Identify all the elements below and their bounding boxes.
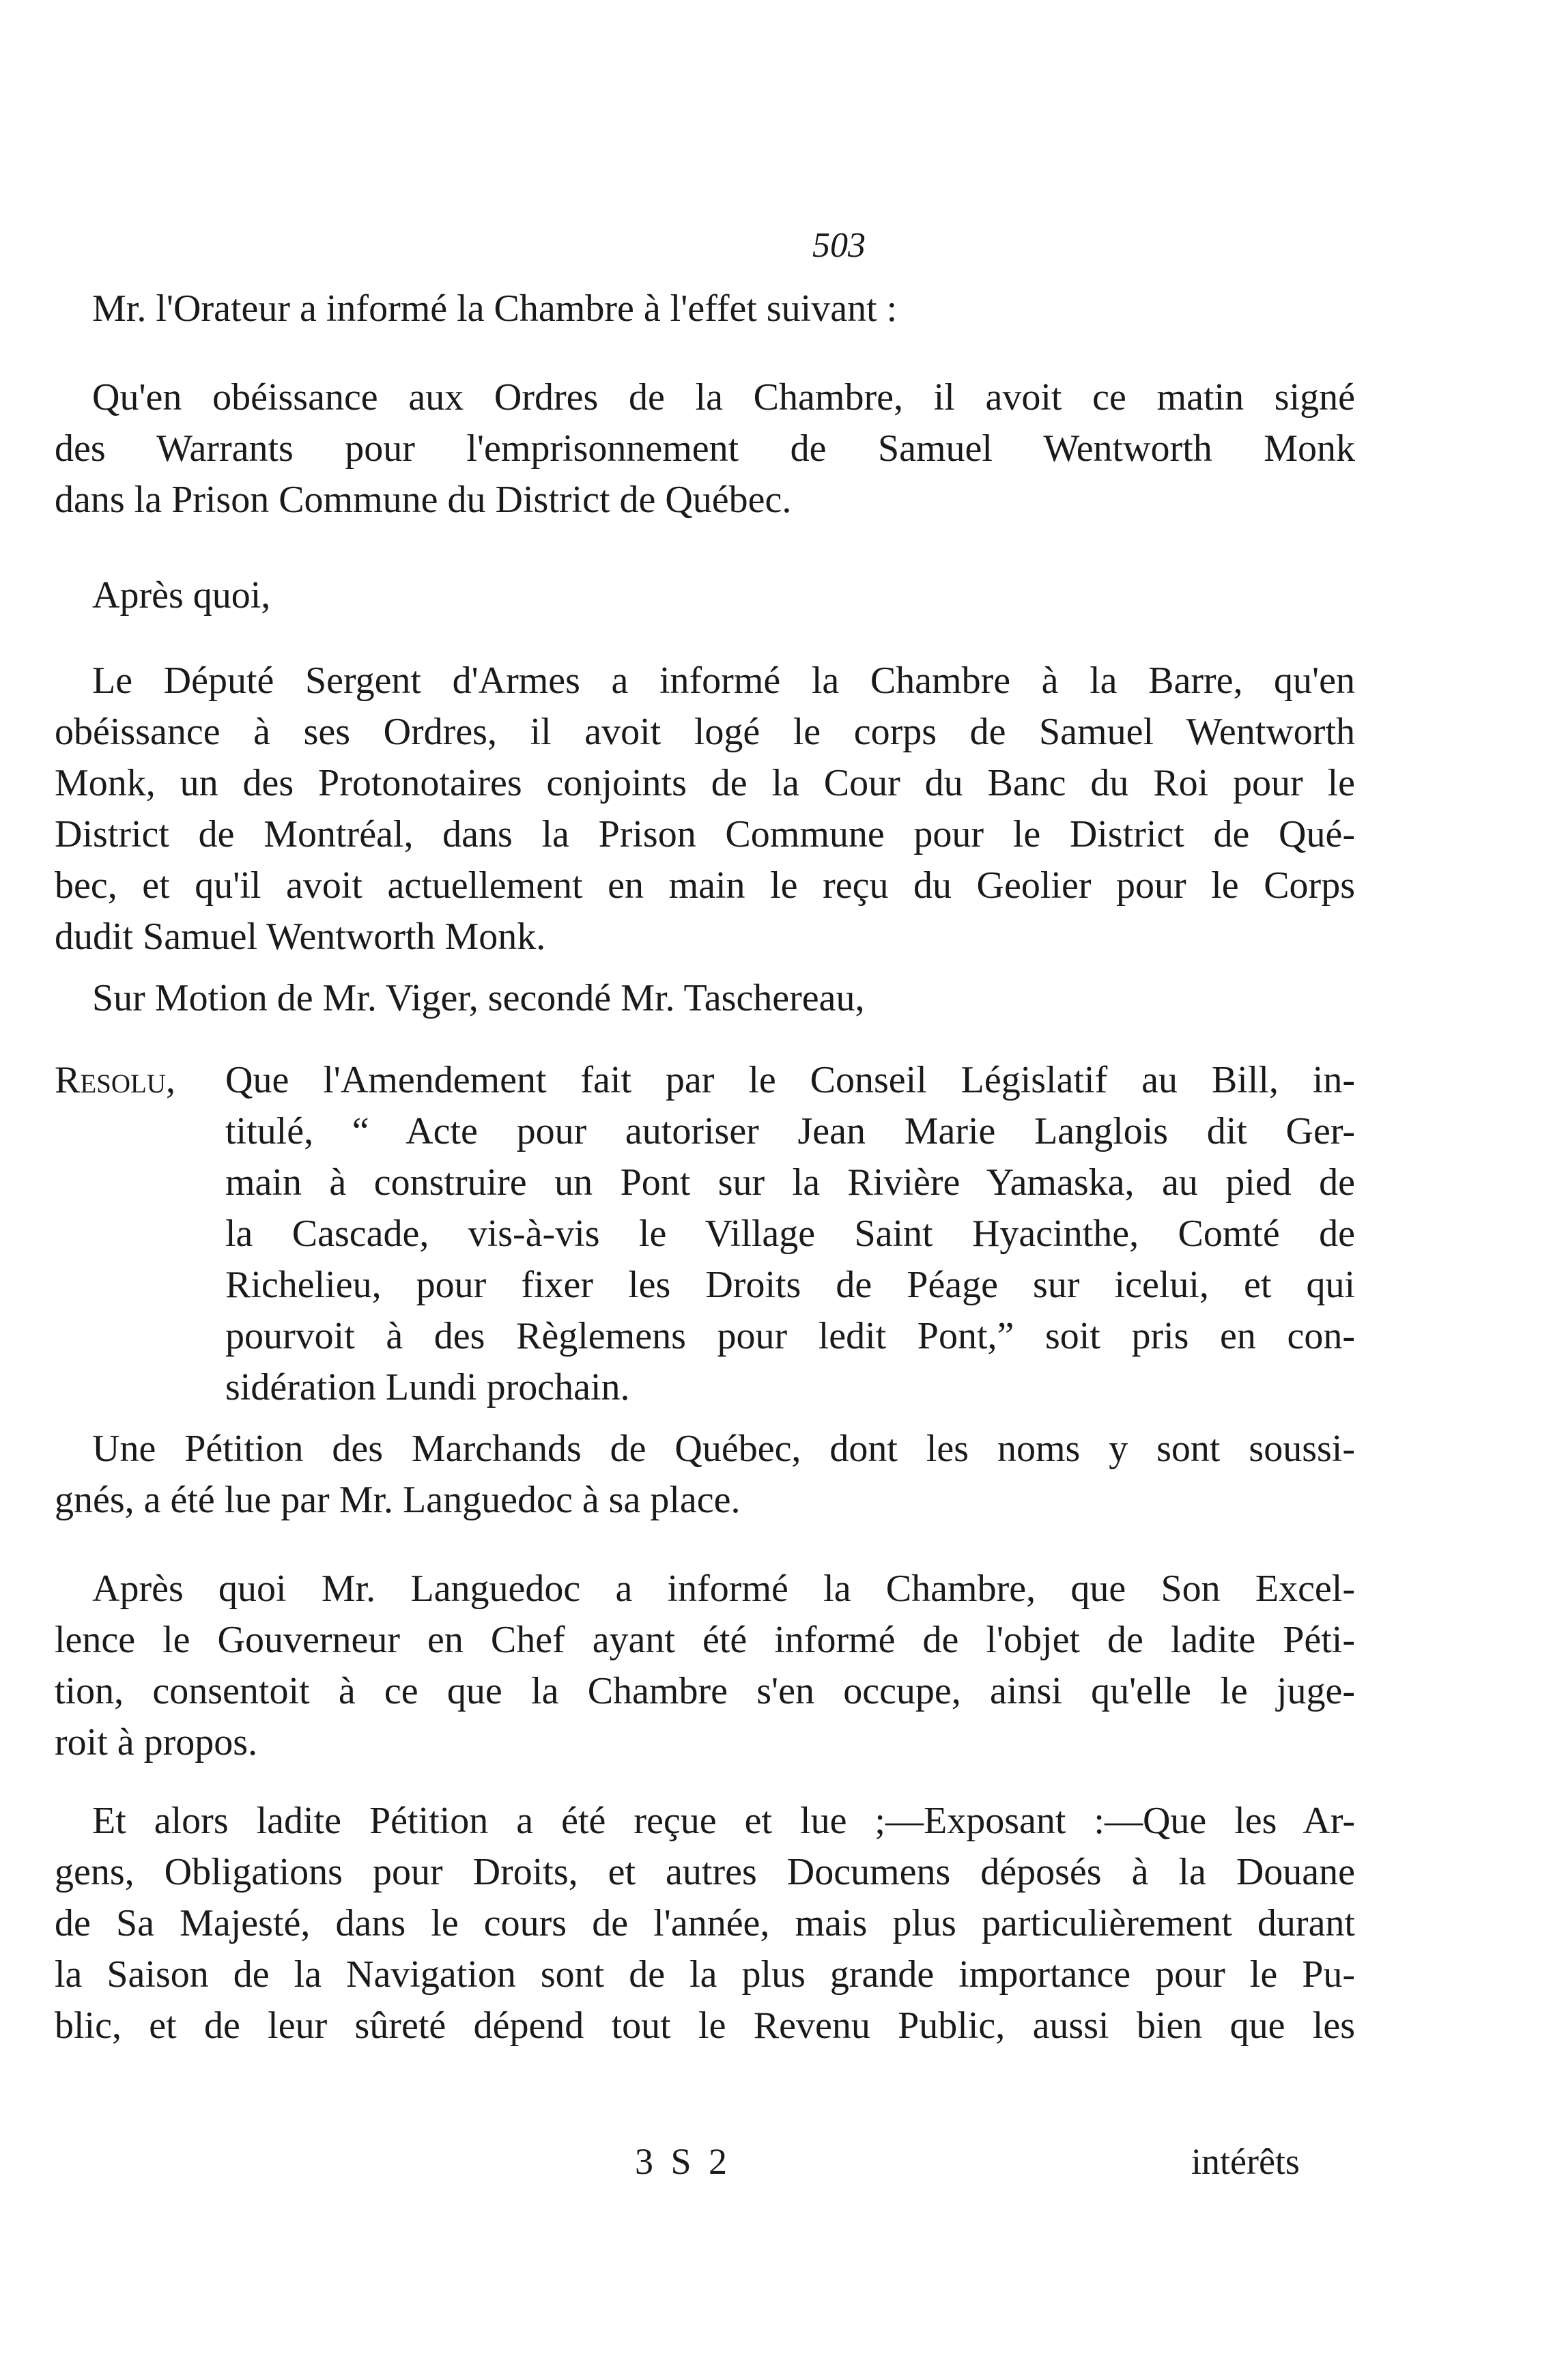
text-line: dudit Samuel Wentworth Monk. <box>55 916 546 958</box>
text-line: gens, Obligations pour Droits, et autres Documens déposés à la Douane <box>55 1851 1355 1893</box>
paragraph-petition-marchands <box>55 1423 1355 1526</box>
resolu-label: Resolu, <box>55 1059 176 1101</box>
paragraph-exposant <box>55 1796 1355 2052</box>
text-line: Monk, un des Protonotaires conjoints de la Cour du Banc du Roi pour le <box>55 762 1355 804</box>
text-line: Une Pétition des Marchands de Québec, dont les noms y sont soussi- <box>92 1428 1355 1470</box>
paragraph-sergent-armes <box>55 655 1355 963</box>
text-line: lence le Gouverneur en Chef ayant été informé de l'objet de ladite Péti- <box>55 1619 1355 1661</box>
text-line: blic, et de leur sûreté dépend tout le Revenu Public, aussi bien que les <box>55 2004 1355 2047</box>
signature-mark: 3 S 2 <box>635 2141 732 2182</box>
text-line: Sur Motion de Mr. Viger, secondé Mr. Taschereau, <box>92 977 865 1019</box>
text-line: Après quoi, <box>92 574 271 617</box>
text-line: main à construire un Pont sur la Rivière Yamaska, au pied de <box>225 1161 1355 1204</box>
text-line: District de Montréal, dans la Prison Commune pour le District de Qué- <box>55 813 1355 855</box>
text-line: Mr. l'Orateur a informé la Chambre à l'effet suivant : <box>92 287 898 330</box>
text-line: gnés, a été lue par Mr. Languedoc à sa place. <box>55 1479 741 1521</box>
text-line: bec, et qu'il avoit actuellement en main le reçu du Geolier pour le Corps <box>55 864 1355 907</box>
text-line: obéissance à ses Ordres, il avoit logé le corps de Samuel Wentworth <box>55 711 1355 753</box>
text-line: dans la Prison Commune du District de Québec. <box>55 479 792 521</box>
paragraph-gouverneur <box>55 1563 1355 1768</box>
text-line: Qu'en obéissance aux Ordres de la Chambre, il avoit ce matin signé <box>92 376 1355 419</box>
text-line: Le Député Sergent d'Armes a informé la Chambre à la Barre, qu'en <box>92 660 1355 702</box>
text-line: Après quoi Mr. Languedoc a informé la Chambre, que Son Excel- <box>92 1568 1355 1610</box>
paragraph-speaker-informs <box>92 283 1355 335</box>
catchword: intérêts <box>1191 2141 1300 2182</box>
text-line: sidération Lundi prochain. <box>225 1366 630 1408</box>
text-line: la Cascade, vis-à-vis le Village Saint Hyacinthe, Comté de <box>225 1213 1355 1255</box>
text-line: roit à propos. <box>55 1721 258 1763</box>
text-line: tion, consentoit à ce que la Chambre s'en occupe, ainsi qu'elle le juge- <box>55 1670 1355 1712</box>
resolu-label-block <box>55 1055 225 1106</box>
text-line: de Sa Majesté, dans le cours de l'année, mais plus particulièrement durant <box>55 1902 1355 1944</box>
text-line: la Saison de la Navigation sont de la plus grande importance pour le Pu- <box>55 1953 1355 1996</box>
text-line: titulé, “ Acte pour autoriser Jean Marie Langlois dit Ger- <box>225 1110 1355 1152</box>
text-line: Richelieu, pour fixer les Droits de Péage sur icelui, et qui <box>225 1264 1355 1306</box>
text-line: pourvoit à des Règlemens pour ledit Pont,” soit pris en con- <box>225 1315 1355 1357</box>
text-line: Que l'Amendement fait par le Conseil Législatif au Bill, in- <box>225 1059 1355 1101</box>
paragraph-warrants <box>55 372 1355 526</box>
paragraph-motion <box>92 973 1355 1024</box>
text-line: Et alors ladite Pétition a été reçue et lue ;—Exposant :—Que les Ar- <box>92 1800 1355 1842</box>
page-number: 503 <box>812 226 866 265</box>
paragraph-apres-quoi <box>92 570 1355 621</box>
paragraph-resolu <box>225 1055 1355 1413</box>
text-line: des Warrants pour l'emprisonnement de Samuel Wentworth Monk <box>55 427 1355 470</box>
